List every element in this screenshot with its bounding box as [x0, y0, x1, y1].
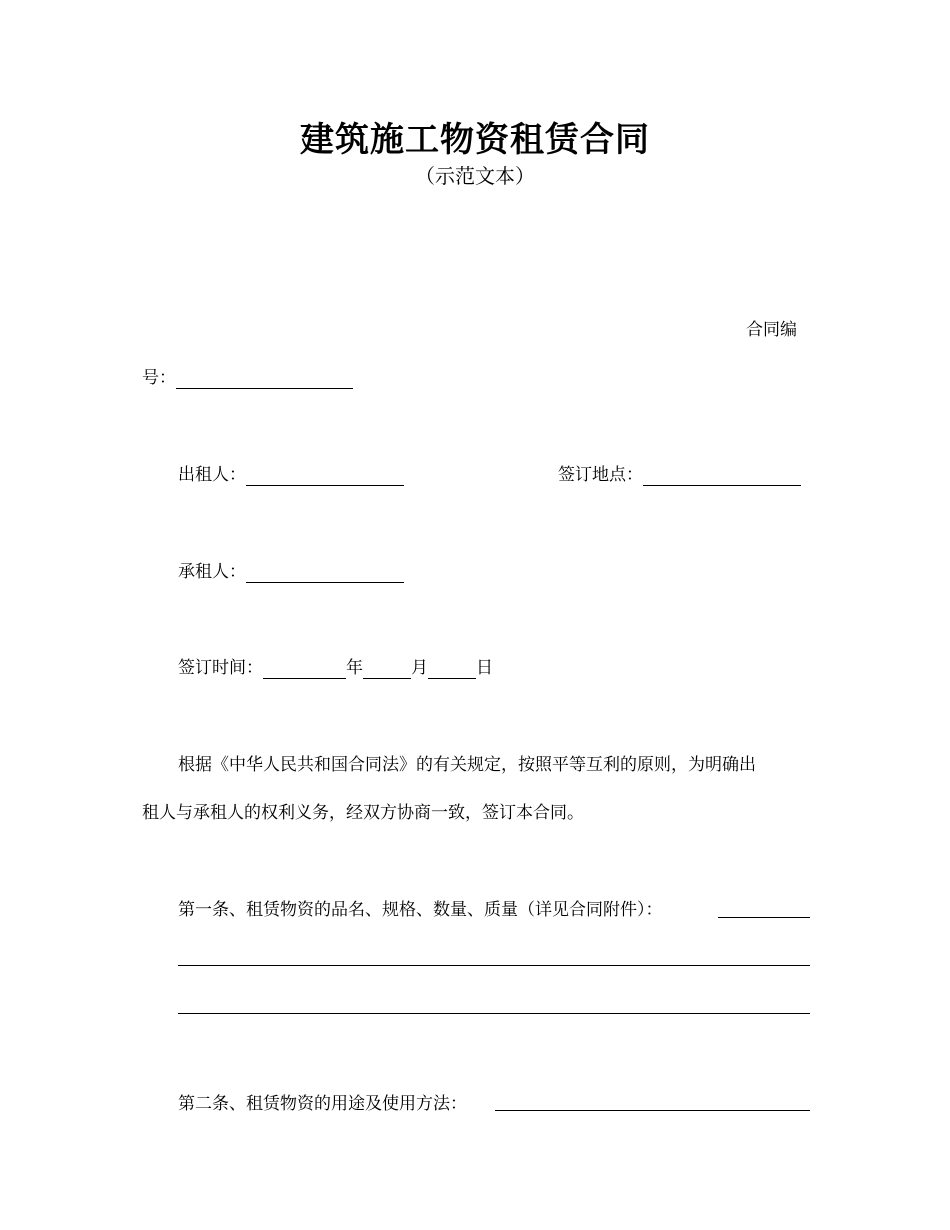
day-label: 日: [476, 658, 493, 678]
document-subtitle: （示范文本）: [415, 164, 535, 188]
signing-place-row: [558, 464, 801, 486]
contract-no-field[interactable]: [176, 370, 353, 389]
contract-no-label-part2: 号：: [142, 368, 176, 388]
signing-time-row: [178, 657, 493, 679]
article-1-field[interactable]: [718, 917, 810, 918]
year-label: 年: [346, 658, 363, 678]
article-1-row: [178, 899, 663, 921]
lessor-row: [178, 464, 404, 486]
preamble-line-1: 根据《中华人民共和国合同法》的有关规定，按照平等互利的原则，为明确出: [178, 755, 756, 775]
article-1-text: 第一条、租赁物资的品名、规格、数量、质量（详见合同附件）：: [178, 900, 663, 920]
lessee-label: 承租人：: [178, 562, 246, 582]
preamble-line-2: 租人与承租人的权利义务，经双方协商一致，签订本合同。: [142, 803, 584, 823]
day-field[interactable]: [428, 660, 476, 679]
contract-no-label-part1: 合同编: [746, 320, 797, 340]
month-field[interactable]: [363, 660, 411, 679]
lessor-label: 出租人：: [178, 465, 246, 485]
month-label: 月: [411, 658, 428, 678]
contract-no-row: [142, 367, 353, 389]
article-2-field[interactable]: [495, 1110, 810, 1111]
lessor-field[interactable]: [246, 467, 404, 486]
lessee-field[interactable]: [246, 564, 404, 583]
article-2-row: [178, 1093, 467, 1115]
year-field[interactable]: [263, 660, 346, 679]
article-1-line-3[interactable]: [178, 1013, 810, 1014]
article-1-line-2[interactable]: [178, 965, 810, 966]
document-title: 建筑施工物资租赁合同: [300, 120, 650, 160]
lessee-row: [178, 561, 404, 583]
signing-place-label: 签订地点：: [558, 465, 643, 485]
signing-time-label: 签订时间：: [178, 658, 263, 678]
article-2-text: 第二条、租赁物资的用途及使用方法：: [178, 1094, 467, 1114]
signing-place-field[interactable]: [643, 467, 801, 486]
